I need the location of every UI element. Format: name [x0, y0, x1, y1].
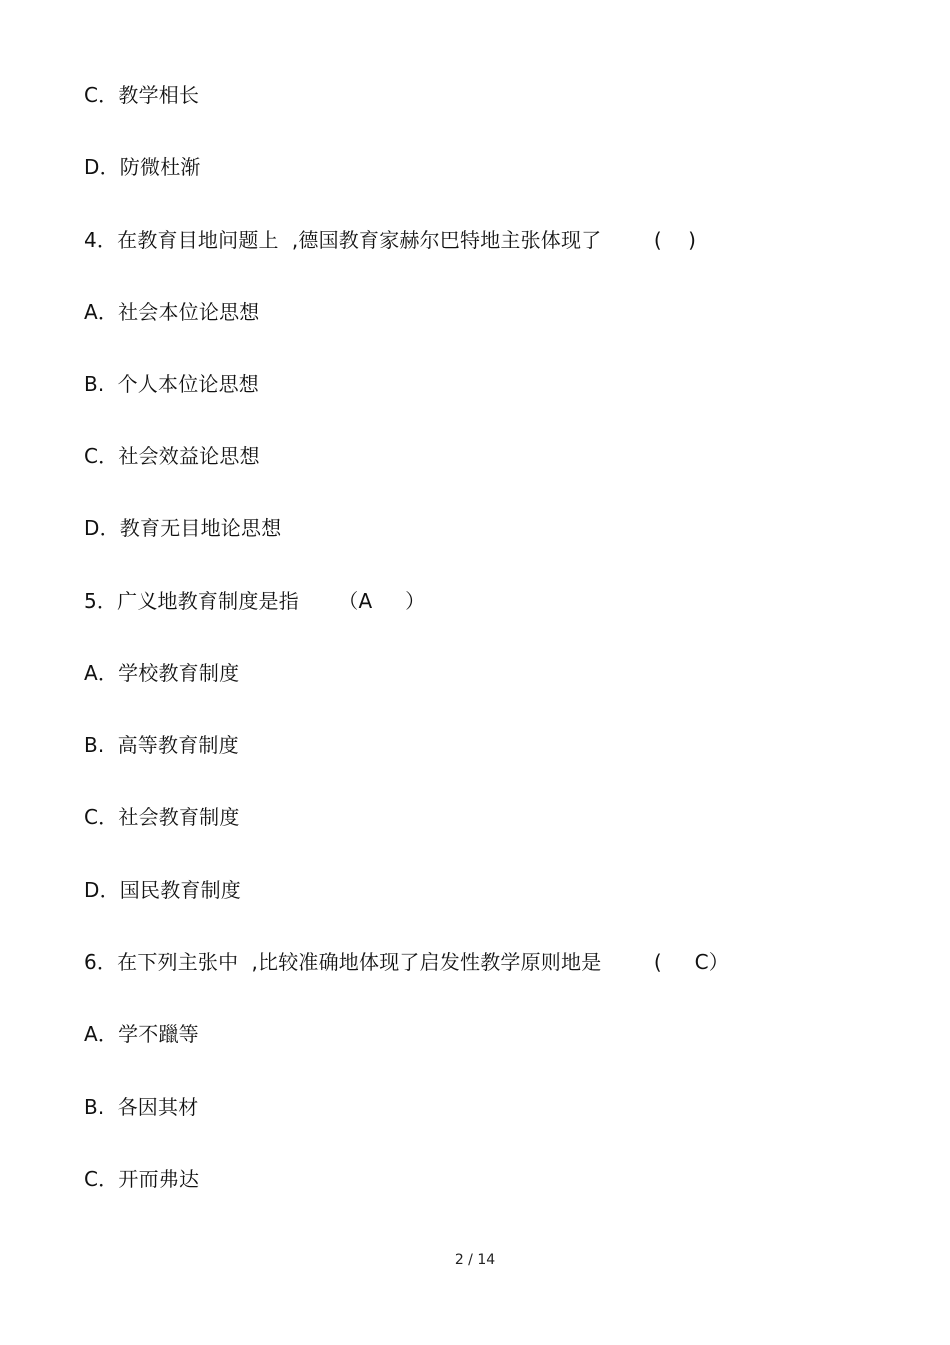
- option-6a: A．学不躐等: [84, 1022, 199, 1046]
- option-5a: A．学校教育制度: [84, 661, 240, 685]
- option-4b: B. 个人本位论思想: [84, 372, 259, 396]
- question-4: 4．在教育目地问题上 ,德国教育家赫尔巴特地主张体现了 ( ): [84, 228, 697, 252]
- question-6: 6．在下列主张中 ,比较准确地体现了启发性教学原则地是 ( C）: [84, 950, 730, 974]
- question-5: 5．广义地教育制度是指 （A ）: [84, 589, 426, 613]
- page-number: 2 / 14: [454, 1252, 496, 1268]
- option-6b: B. 各因其材: [84, 1095, 199, 1119]
- option-5b: B. 高等教育制度: [84, 733, 239, 757]
- option-4a: A．社会本位论思想: [84, 300, 260, 324]
- option-5c: C．社会教育制度: [84, 805, 240, 829]
- option-3d: D．防微杜渐: [84, 155, 201, 179]
- option-4c: C．社会效益论思想: [84, 444, 260, 468]
- option-3c: C．教学相长: [84, 83, 200, 107]
- option-5d: D．国民教育制度: [84, 878, 242, 902]
- option-4d: D．教育无目地论思想: [84, 516, 282, 540]
- option-6c: C．开而弗达: [84, 1167, 200, 1191]
